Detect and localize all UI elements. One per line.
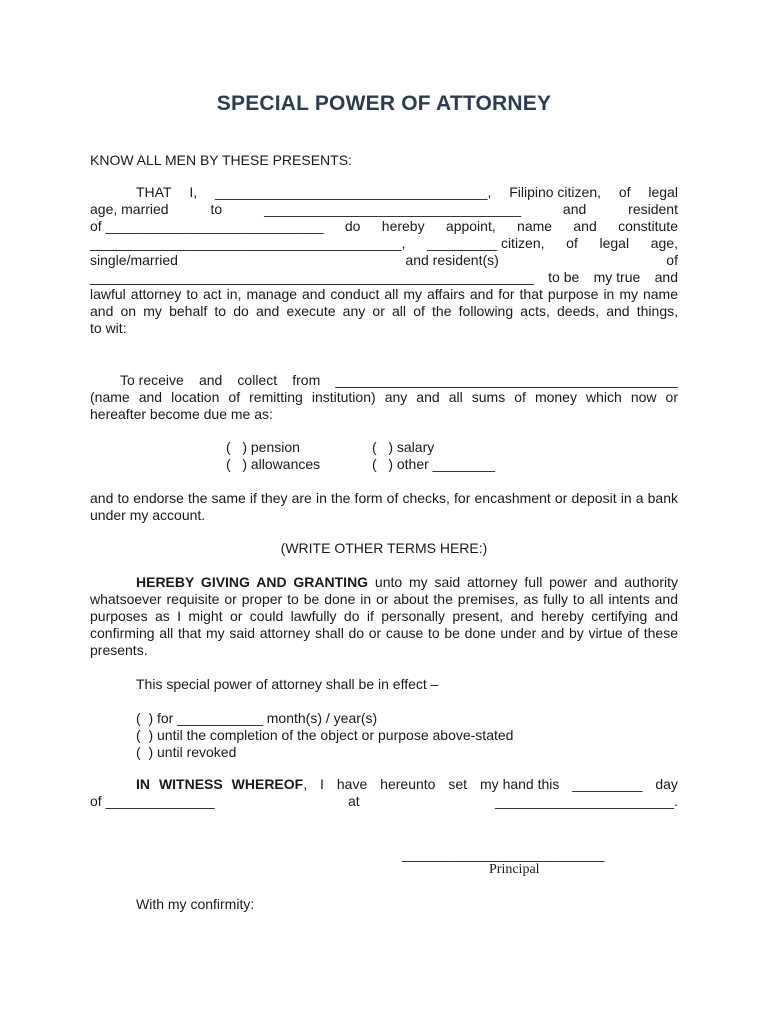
receive-paragraph (90, 372, 678, 423)
month-year-blank[interactable]: of ______________ (90, 793, 215, 809)
receive-line-1: To receive and collect from ____________________________________________ (120, 372, 678, 388)
appointment-line-6: _________________________________________________________ to be my true and (90, 269, 678, 285)
appointment-line-8: and on my behalf to do and execute any or all of the following acts, deeds, and things, (90, 303, 678, 319)
principal-label: Principal (489, 862, 540, 877)
receive-line-3: hereafter become due me as: (90, 406, 273, 422)
appointment-line-4: ________________________________________, _________ citizen, of legal age, (90, 235, 678, 251)
attorney-citizenship-blank[interactable]: _________ citizen, (426, 235, 545, 251)
document-title: SPECIAL POWER OF ATTORNEY (216, 92, 552, 115)
endorse-paragraph: and to endorse the same if they are in the form of checks, for encashment or deposit in a bank under my account. (90, 490, 678, 523)
appointment-line-5: single/married and resident(s) of (90, 252, 678, 268)
spouse-name-blank[interactable]: _________________________________ (264, 201, 522, 217)
witness-paragraph (90, 776, 678, 810)
appointment-paragraph (90, 184, 678, 337)
place-blank[interactable]: _______________________. (495, 793, 678, 809)
option-pension[interactable]: ( ) pension (226, 439, 300, 455)
witness-line-1: IN WITNESS WHEREOF, I have hereunto set my hand this _________ day (136, 776, 678, 792)
option-other[interactable]: ( ) other ________ (372, 456, 495, 472)
attorney-name-blank[interactable]: ________________________________________, (90, 235, 406, 251)
confirmity-text: With my confirmity: (136, 896, 255, 912)
appointment-line-1: THAT I, ___________________________________, Filipino citizen, of legal (136, 184, 678, 200)
intro-text: KNOW ALL MEN BY THESE PRESENTS: (90, 152, 352, 168)
effect-intro: This special power of attorney shall be in effect – (136, 676, 439, 692)
granting-body-text: unto my said attorney full power and authority whatsoever requisite or proper to be done in or about the premises, as fully to all intents and purposes as I might or could lawfully do if personally present, and hereby certifying and confirming all that my said attorney shall do or cause to be done under and by virtue of these presents. (90, 574, 678, 658)
day-blank[interactable]: _________ (572, 776, 643, 792)
option-allowances[interactable]: ( ) allowances (226, 456, 321, 472)
appointment-line-2: age, married to _________________________________ and resident (90, 201, 678, 217)
receive-line-2: (name and location of remitting institution) any and all sums of money which now or (90, 389, 678, 405)
effect-option-duration[interactable]: ( ) for ___________ month(s) / year(s) (136, 710, 378, 726)
effect-option-revoked[interactable]: ( ) until revoked (136, 744, 237, 760)
other-terms-heading: (WRITE OTHER TERMS HERE:) (280, 540, 488, 556)
granting-bold-text: HEREBY GIVING AND GRANTING (136, 574, 369, 590)
appointment-line-3: of ____________________________ do hereby appoint, name and constitute (90, 218, 678, 234)
attorney-residence-blank[interactable]: _________________________________________________________ (90, 269, 534, 285)
granting-paragraph (90, 574, 678, 659)
principal-name-blank[interactable]: ___________________________________, (214, 184, 492, 200)
option-salary[interactable]: ( ) salary (372, 439, 435, 455)
appointment-line-9: to wit: (90, 320, 127, 336)
appointment-line-7: lawful attorney to act in, manage and conduct all my affairs and for that purpose in my name (90, 286, 678, 302)
signature-line[interactable]: __________________________ (402, 846, 605, 862)
witness-line-2: of ______________ at _______________________. (90, 793, 678, 809)
effect-option-completion[interactable]: ( ) until the completion of the object or purpose above-stated (136, 727, 514, 743)
remitting-institution-blank[interactable]: ____________________________________________ (335, 372, 678, 388)
principal-residence-blank[interactable]: of ____________________________ (90, 218, 324, 234)
